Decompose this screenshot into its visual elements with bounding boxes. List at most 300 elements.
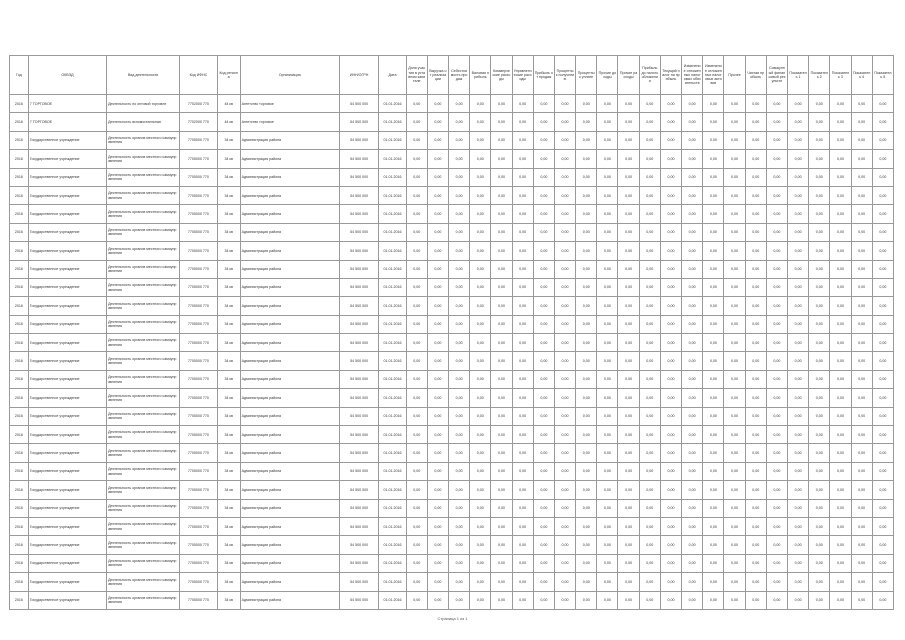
table-cell: 0,00 xyxy=(448,278,469,296)
table-cell: 0,00 xyxy=(576,517,597,535)
table-cell: 0,00 xyxy=(766,536,787,554)
table-cell: Государственное учреждение xyxy=(28,186,106,204)
table-cell: 34 кв xyxy=(217,260,240,278)
table-cell: 2016 xyxy=(10,168,29,186)
table-cell: 0,00 xyxy=(512,370,533,388)
table-cell: 2016 xyxy=(10,554,29,572)
table-cell: Администрация района xyxy=(240,223,339,241)
table-cell: 0,00 xyxy=(448,499,469,517)
table-cell: 0,00 xyxy=(406,517,427,535)
table-cell: 0,00 xyxy=(830,426,851,444)
table-cell: 0,00 xyxy=(533,444,554,462)
column-header: Проценты к уплате xyxy=(576,56,597,95)
table-cell: 0,00 xyxy=(491,260,512,278)
table-cell: 0,00 xyxy=(491,334,512,352)
table-cell: 0,00 xyxy=(724,168,745,186)
table-cell: 0,00 xyxy=(618,315,639,333)
table-cell: 0,00 xyxy=(554,389,575,407)
table-cell: 2016 xyxy=(10,297,29,315)
table-cell: 54 500 000 xyxy=(339,131,379,149)
table-cell: 54 500 000 xyxy=(339,297,379,315)
table-row xyxy=(10,131,894,149)
table-cell: 0,00 xyxy=(491,389,512,407)
table-cell: 0,00 xyxy=(554,315,575,333)
table-cell: 54 500 000 xyxy=(339,242,379,260)
table-cell: 0,00 xyxy=(512,352,533,370)
table-cell: 54 500 000 xyxy=(339,591,379,609)
table-cell: 0,00 xyxy=(512,462,533,480)
table-cell: 0,00 xyxy=(448,95,469,113)
table-cell: 01.01.2016 xyxy=(379,278,406,296)
table-cell: 0,00 xyxy=(766,131,787,149)
table-cell: Деятельность органов местного самоуправления xyxy=(107,573,180,591)
table-cell: 0,00 xyxy=(872,242,893,260)
table-cell: 0,00 xyxy=(724,352,745,370)
table-cell: Деятельность органов местного самоуправления xyxy=(107,168,180,186)
table-cell: 7705000 770 xyxy=(180,242,218,260)
table-cell: 0,00 xyxy=(745,352,766,370)
table-cell: 0,00 xyxy=(639,223,660,241)
table-cell: 0,00 xyxy=(851,407,872,425)
table-cell: 0,00 xyxy=(448,517,469,535)
table-cell: 0,00 xyxy=(406,426,427,444)
table-cell: 0,00 xyxy=(787,260,808,278)
table-cell: 0,00 xyxy=(745,370,766,388)
table-cell: 0,00 xyxy=(660,426,681,444)
table-cell: 0,00 xyxy=(406,131,427,149)
table-cell: 0,00 xyxy=(448,573,469,591)
table-cell: 0,00 xyxy=(448,444,469,462)
table-cell: 0,00 xyxy=(745,334,766,352)
table-cell: 0,00 xyxy=(639,95,660,113)
table-row xyxy=(10,444,894,462)
table-row xyxy=(10,517,894,535)
table-cell: 0,00 xyxy=(554,444,575,462)
table-cell: 0,00 xyxy=(406,499,427,517)
table-cell: 0,00 xyxy=(745,113,766,131)
table-cell: Деятельность органов местного самоуправления xyxy=(107,297,180,315)
table-cell: 0,00 xyxy=(533,591,554,609)
table-cell: 0,00 xyxy=(554,407,575,425)
table-cell: 0,00 xyxy=(703,242,724,260)
table-cell: 0,00 xyxy=(872,426,893,444)
table-cell: 0,00 xyxy=(745,481,766,499)
table-cell: 0,00 xyxy=(830,260,851,278)
table-cell: 7705000 770 xyxy=(180,278,218,296)
table-cell: 0,00 xyxy=(787,315,808,333)
table-cell: Администрация района xyxy=(240,352,339,370)
table-cell: 0,00 xyxy=(533,278,554,296)
table-cell: 0,00 xyxy=(682,95,703,113)
table-cell: 0,00 xyxy=(745,168,766,186)
table-cell: 0,00 xyxy=(660,315,681,333)
table-cell: 0,00 xyxy=(406,389,427,407)
table-cell: 0,00 xyxy=(491,113,512,131)
table-row xyxy=(10,315,894,333)
table-cell: 01.01.2016 xyxy=(379,205,406,223)
table-cell: 0,00 xyxy=(787,297,808,315)
table-cell: 0,00 xyxy=(470,95,491,113)
table-cell: 0,00 xyxy=(554,260,575,278)
table-cell: 0,00 xyxy=(724,370,745,388)
table-cell: 0,00 xyxy=(703,278,724,296)
table-cell: Государственное учреждение xyxy=(28,223,106,241)
table-cell: 0,00 xyxy=(427,186,448,204)
table-row xyxy=(10,186,894,204)
table-cell: 0,00 xyxy=(533,573,554,591)
table-cell: 0,00 xyxy=(427,481,448,499)
table-cell: 0,00 xyxy=(576,334,597,352)
table-cell: 0,00 xyxy=(491,150,512,168)
table-cell: 0,00 xyxy=(830,389,851,407)
table-cell: 0,00 xyxy=(533,352,554,370)
table-cell: 0,00 xyxy=(470,481,491,499)
table-cell: Администрация района xyxy=(240,517,339,535)
table-cell: Государственное учреждение xyxy=(28,334,106,352)
table-cell: 0,00 xyxy=(766,426,787,444)
table-cell: 0,00 xyxy=(787,278,808,296)
table-cell: 0,00 xyxy=(703,315,724,333)
table-cell: 0,00 xyxy=(554,536,575,554)
table-cell: 0,00 xyxy=(639,554,660,572)
table-cell: 0,00 xyxy=(597,186,618,204)
table-cell: 0,00 xyxy=(618,426,639,444)
table-cell: 0,00 xyxy=(851,315,872,333)
table-cell: 0,00 xyxy=(851,131,872,149)
table-cell: 01.01.2016 xyxy=(379,113,406,131)
table-cell: 0,00 xyxy=(512,517,533,535)
table-cell: 0,00 xyxy=(618,205,639,223)
table-cell: 7705000 770 xyxy=(180,591,218,609)
table-cell: 0,00 xyxy=(787,462,808,480)
table-cell: 01.01.2016 xyxy=(379,260,406,278)
table-cell: 0,00 xyxy=(512,186,533,204)
column-header: Валовая прибыль xyxy=(470,56,491,95)
table-cell: 54 500 000 xyxy=(339,444,379,462)
table-cell: 0,00 xyxy=(406,536,427,554)
table-cell: 0,00 xyxy=(660,150,681,168)
table-cell: 0,00 xyxy=(872,131,893,149)
table-cell: 0,00 xyxy=(682,426,703,444)
table-row xyxy=(10,370,894,388)
table-cell: Деятельность органов местного самоуправления xyxy=(107,536,180,554)
table-cell: 0,00 xyxy=(554,554,575,572)
table-cell: 0,00 xyxy=(766,573,787,591)
table-cell: 2016 xyxy=(10,315,29,333)
table-cell: 01.01.2016 xyxy=(379,334,406,352)
table-cell: Деятельность органов местного самоуправления xyxy=(107,591,180,609)
table-cell: 01.01.2016 xyxy=(379,95,406,113)
column-header: Прибыль до налогообложения xyxy=(639,56,660,95)
table-cell: 54 500 000 xyxy=(339,260,379,278)
table-cell: 0,00 xyxy=(639,168,660,186)
table-cell: 0,00 xyxy=(660,260,681,278)
table-cell: 0,00 xyxy=(427,444,448,462)
table-cell: Государственное учреждение xyxy=(28,499,106,517)
table-cell: 0,00 xyxy=(872,499,893,517)
table-row xyxy=(10,426,894,444)
table-cell: 0,00 xyxy=(512,205,533,223)
table-cell: 0,00 xyxy=(448,242,469,260)
table-cell: 0,00 xyxy=(851,242,872,260)
table-cell: 0,00 xyxy=(787,242,808,260)
table-cell: 0,00 xyxy=(427,278,448,296)
table-cell: 0,00 xyxy=(766,315,787,333)
table-cell: 0,00 xyxy=(406,315,427,333)
table-cell: Государственное учреждение xyxy=(28,554,106,572)
table-cell: 2016 xyxy=(10,223,29,241)
table-cell: 0,00 xyxy=(682,205,703,223)
table-cell: 0,00 xyxy=(703,407,724,425)
table-cell: Администрация района xyxy=(240,481,339,499)
table-cell: 0,00 xyxy=(470,536,491,554)
table-cell: 0,00 xyxy=(554,223,575,241)
column-header: Совокупный финансовый результат xyxy=(766,56,787,95)
table-cell: 0,00 xyxy=(597,131,618,149)
table-cell: 01.01.2016 xyxy=(379,168,406,186)
table-cell: 44 кв xyxy=(217,113,240,131)
table-cell: 0,00 xyxy=(660,186,681,204)
table-cell: 0,00 xyxy=(745,260,766,278)
table-cell: 0,00 xyxy=(724,407,745,425)
table-cell: 0,00 xyxy=(682,536,703,554)
table-cell: 0,00 xyxy=(512,131,533,149)
table-cell: 2016 xyxy=(10,334,29,352)
table-cell: 0,00 xyxy=(809,554,830,572)
table-row xyxy=(10,205,894,223)
table-row xyxy=(10,352,894,370)
table-cell: 0,00 xyxy=(851,573,872,591)
table-cell: 0,00 xyxy=(533,499,554,517)
table-cell: 0,00 xyxy=(512,444,533,462)
table-cell: 0,00 xyxy=(512,536,533,554)
table-cell: 0,00 xyxy=(766,554,787,572)
table-cell: 0,00 xyxy=(809,150,830,168)
table-row xyxy=(10,499,894,517)
table-cell: 0,00 xyxy=(618,113,639,131)
table-cell: 0,00 xyxy=(787,95,808,113)
table-cell: 34 кв xyxy=(217,536,240,554)
table-cell: 0,00 xyxy=(787,536,808,554)
table-cell: 0,00 xyxy=(491,517,512,535)
table-cell: Администрация района xyxy=(240,499,339,517)
page-footer: Страница 1 из 1 xyxy=(437,616,468,621)
table-cell: 0,00 xyxy=(512,168,533,186)
table-cell: 0,00 xyxy=(660,223,681,241)
table-cell: 0,00 xyxy=(448,260,469,278)
table-cell: Деятельность вспомогательная xyxy=(107,113,180,131)
table-cell: 0,00 xyxy=(576,150,597,168)
table-cell: 0,00 xyxy=(470,150,491,168)
table-cell: 0,00 xyxy=(766,260,787,278)
table-cell: 0,00 xyxy=(533,186,554,204)
table-cell: 0,00 xyxy=(533,168,554,186)
table-cell: 0,00 xyxy=(787,223,808,241)
table-cell: 7705000 770 xyxy=(180,462,218,480)
table-cell: 0,00 xyxy=(745,205,766,223)
table-cell: 0,00 xyxy=(809,278,830,296)
table-cell: 0,00 xyxy=(470,242,491,260)
table-cell: 0,00 xyxy=(660,536,681,554)
table-cell: 0,00 xyxy=(787,131,808,149)
table-cell: 34 кв xyxy=(217,278,240,296)
table-cell: 01.01.2016 xyxy=(379,186,406,204)
table-cell: 0,00 xyxy=(491,499,512,517)
table-cell: 0,00 xyxy=(682,334,703,352)
table-cell: 7705000 770 xyxy=(180,297,218,315)
table-cell: 0,00 xyxy=(851,150,872,168)
table-cell: 34 кв xyxy=(217,168,240,186)
table-cell: 7705000 770 xyxy=(180,315,218,333)
table-cell: 0,00 xyxy=(427,223,448,241)
table-cell: 54 500 000 xyxy=(339,186,379,204)
table-cell: 0,00 xyxy=(682,444,703,462)
table-cell: 0,00 xyxy=(576,536,597,554)
table-cell: Администрация района xyxy=(240,205,339,223)
table-cell: Администрация района xyxy=(240,334,339,352)
table-row xyxy=(10,554,894,572)
table-cell: 54 500 000 xyxy=(339,499,379,517)
table-cell: 0,00 xyxy=(597,334,618,352)
table-cell: 34 кв xyxy=(217,297,240,315)
table-cell: 0,00 xyxy=(533,297,554,315)
table-cell: 0,00 xyxy=(639,481,660,499)
table-cell: 0,00 xyxy=(491,444,512,462)
table-cell: 0,00 xyxy=(724,242,745,260)
table-cell: 0,00 xyxy=(809,517,830,535)
table-cell: 0,00 xyxy=(724,389,745,407)
table-cell: 0,00 xyxy=(470,113,491,131)
table-cell: Государственное учреждение xyxy=(28,462,106,480)
table-cell: Деятельность органов местного самоуправления xyxy=(107,150,180,168)
table-cell: 0,00 xyxy=(448,389,469,407)
table-cell: 01.01.2016 xyxy=(379,499,406,517)
table-cell: 0,00 xyxy=(809,499,830,517)
table-cell: 0,00 xyxy=(533,536,554,554)
table-cell: 0,00 xyxy=(554,462,575,480)
column-header: Прочие доходы xyxy=(597,56,618,95)
table-cell: 0,00 xyxy=(618,444,639,462)
table-row xyxy=(10,536,894,554)
table-cell: 7 ТОРГОВОЕ xyxy=(28,113,106,131)
table-cell: 2016 xyxy=(10,150,29,168)
table-cell: 0,00 xyxy=(809,131,830,149)
table-cell: 0,00 xyxy=(872,113,893,131)
table-cell: Деятельность органов местного самоуправления xyxy=(107,315,180,333)
table-cell: 0,00 xyxy=(872,205,893,223)
table-cell: 0,00 xyxy=(470,407,491,425)
table-body xyxy=(10,95,894,610)
table-cell: 01.01.2016 xyxy=(379,591,406,609)
column-header: ОКВЭД xyxy=(28,56,106,95)
table-cell: 0,00 xyxy=(533,407,554,425)
table-cell: 0,00 xyxy=(830,499,851,517)
table-cell: 34 кв xyxy=(217,573,240,591)
table-cell: 0,00 xyxy=(703,554,724,572)
table-cell: 0,00 xyxy=(427,462,448,480)
table-cell: 0,00 xyxy=(872,334,893,352)
column-header: Коммерческие расходы xyxy=(491,56,512,95)
table-cell: 0,00 xyxy=(703,260,724,278)
table-cell: 0,00 xyxy=(872,223,893,241)
table-cell: 2016 xyxy=(10,242,29,260)
table-cell: Государственное учреждение xyxy=(28,517,106,535)
table-cell: 54 500 000 xyxy=(339,370,379,388)
table-cell: Деятельность органов местного самоуправления xyxy=(107,278,180,296)
table-cell: 0,00 xyxy=(470,205,491,223)
table-cell: 0,00 xyxy=(597,95,618,113)
table-cell: 0,00 xyxy=(533,334,554,352)
table-cell: 0,00 xyxy=(724,150,745,168)
table-cell: Администрация района xyxy=(240,573,339,591)
table-cell: 0,00 xyxy=(470,426,491,444)
table-cell: 0,00 xyxy=(512,407,533,425)
table-cell: 0,00 xyxy=(470,499,491,517)
table-cell: 0,00 xyxy=(682,150,703,168)
table-cell: 0,00 xyxy=(830,334,851,352)
table-cell: 0,00 xyxy=(787,168,808,186)
table-cell: 0,00 xyxy=(512,278,533,296)
table-cell: 0,00 xyxy=(660,554,681,572)
table-cell: Государственное учреждение xyxy=(28,260,106,278)
table-cell: 0,00 xyxy=(787,444,808,462)
table-cell: 0,00 xyxy=(597,517,618,535)
table-cell: 34 кв xyxy=(217,554,240,572)
table-cell: 0,00 xyxy=(830,242,851,260)
table-cell: 0,00 xyxy=(406,297,427,315)
table-cell: 0,00 xyxy=(787,205,808,223)
table-cell: 0,00 xyxy=(809,462,830,480)
table-cell: 7702000 770 xyxy=(180,95,218,113)
table-cell: 7705000 770 xyxy=(180,223,218,241)
table-cell: 0,00 xyxy=(576,168,597,186)
table-cell: 0,00 xyxy=(470,517,491,535)
table-cell: 54 500 000 xyxy=(339,554,379,572)
table-cell: Деятельность органов местного самоуправления xyxy=(107,242,180,260)
table-cell: 0,00 xyxy=(491,573,512,591)
table-cell: Деятельность органов местного самоуправления xyxy=(107,407,180,425)
table-cell: 0,00 xyxy=(470,260,491,278)
table-cell: 0,00 xyxy=(660,297,681,315)
table-cell: 0,00 xyxy=(787,554,808,572)
table-cell: 2016 xyxy=(10,426,29,444)
table-cell: 0,00 xyxy=(576,389,597,407)
table-cell: 54 500 000 xyxy=(339,334,379,352)
table-cell: Государственное учреждение xyxy=(28,278,106,296)
table-cell: 0,00 xyxy=(533,462,554,480)
table-cell: Деятельность органов местного самоуправления xyxy=(107,260,180,278)
table-cell: 0,00 xyxy=(830,168,851,186)
table-cell: 0,00 xyxy=(639,186,660,204)
report-table xyxy=(9,55,894,610)
table-cell: 0,00 xyxy=(703,334,724,352)
table-cell: 01.01.2016 xyxy=(379,389,406,407)
table-cell: 2016 xyxy=(10,573,29,591)
column-header: ИНН/ОГРН xyxy=(339,56,379,95)
table-cell: 0,00 xyxy=(682,223,703,241)
table-cell: 34 кв xyxy=(217,481,240,499)
table-cell: 0,00 xyxy=(427,426,448,444)
table-cell: 0,00 xyxy=(682,370,703,388)
table-cell: 0,00 xyxy=(851,297,872,315)
table-cell: Администрация района xyxy=(240,278,339,296)
table-cell: 44 кв xyxy=(217,95,240,113)
table-cell: 0,00 xyxy=(533,205,554,223)
table-cell: 0,00 xyxy=(724,113,745,131)
table-cell: 0,00 xyxy=(639,242,660,260)
column-header: Проценты к получению xyxy=(554,56,575,95)
column-header: Изменение отложенных налоговых активов xyxy=(703,56,724,95)
